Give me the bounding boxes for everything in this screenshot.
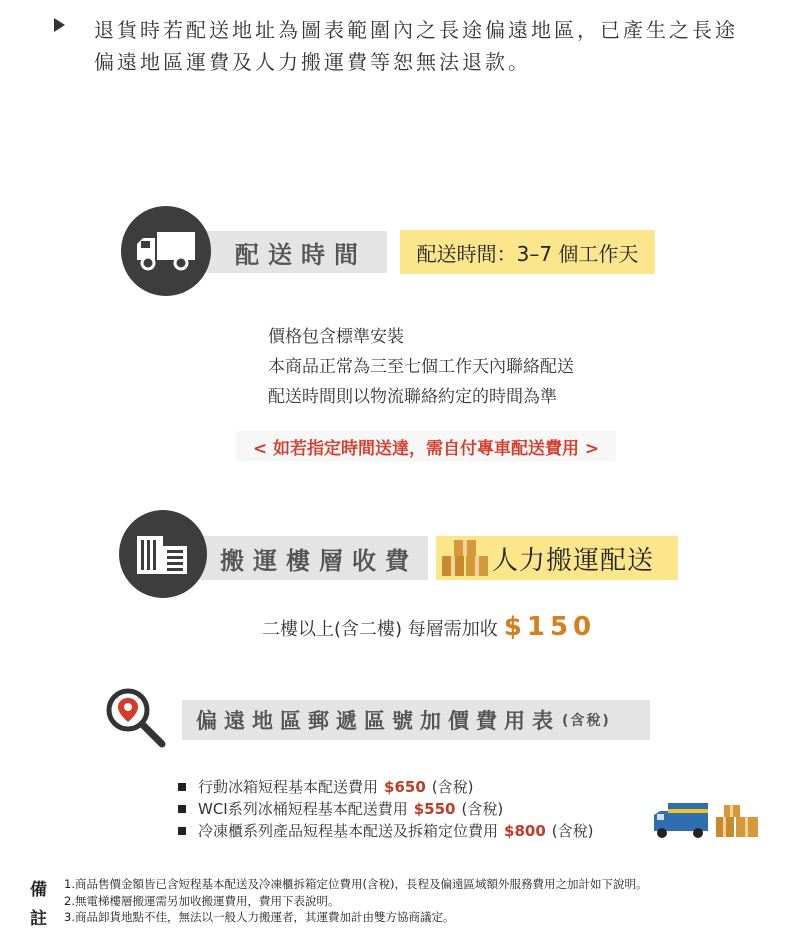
triangle-bullet-icon — [54, 18, 65, 32]
fee-item-text: 冷凍櫃系列產品短程基本配送及拆箱定位費用 — [198, 822, 499, 840]
truck-icon — [121, 206, 211, 296]
fee-item-tax: (含稅) — [431, 778, 474, 796]
manual-delivery-text: 人力搬運配送 — [492, 545, 655, 576]
remarks-label: 備註 — [30, 880, 47, 929]
intro-notice — [54, 14, 754, 78]
floor-fee-text: 二樓以上(含二樓) 每層需加收 — [262, 619, 498, 640]
location-search-icon — [102, 686, 168, 748]
building-icon — [119, 510, 207, 598]
floor-fee-title-bar — [190, 536, 428, 580]
list-item — [178, 798, 593, 820]
square-bullet-icon — [178, 783, 186, 791]
fee-item-tax: (含稅) — [551, 822, 594, 840]
delivery-title-bar — [195, 231, 387, 273]
delivery-title: 配送時間 — [235, 240, 367, 269]
fee-item-text: WCI系列冰桶短程基本配送費用 — [198, 800, 408, 818]
square-bullet-icon — [178, 805, 186, 813]
remark-line: 2.無電梯樓層搬運需另加收搬運費用，費用下表說明。 — [64, 893, 340, 908]
remark-line: 3.商品卸貨地點不佳，無法以一般人力搬運者，其運費加計由雙方協商議定。 — [64, 910, 455, 924]
fee-item-amount: $550 — [413, 800, 456, 818]
delivery-line: 本商品正常為三至七個工作天內聯絡配送 — [268, 357, 574, 377]
delivery-truck-boxes-icon — [652, 801, 762, 841]
delivery-time-badge-text: 配送時間：3–7 個工作天 — [416, 241, 639, 266]
boxes-icon — [440, 538, 492, 578]
list-item — [178, 776, 593, 798]
remote-fee-list — [178, 776, 593, 842]
remarks-list — [64, 876, 647, 926]
delivery-details — [268, 322, 574, 412]
list-item — [178, 820, 593, 842]
fee-item-amount: $800 — [504, 822, 546, 840]
remote-fee-title-tax: (含稅) — [562, 713, 611, 729]
remark-line: 1.商品售價金額皆已含短程基本配送及冷凍櫃拆箱定位費用(含稅)，長程及偏遠區域額外服務費用之加計如下說明。 — [64, 877, 648, 891]
delivery-note: < 如若指定時間送達，需自付專車配送費用 > — [236, 431, 616, 461]
remote-fee-title: 偏遠地區郵遞區號加價費用表 — [196, 709, 560, 733]
delivery-time-badge — [400, 230, 655, 274]
floor-fee-line — [262, 612, 596, 642]
intro-text: 退貨時若配送地址為圖表範圍內之長途偏遠地區，已產生之長途偏遠地區運費及人力搬運費等恕無法退款。 — [94, 18, 738, 74]
delivery-line: 配送時間則以物流聯絡約定的時間為準 — [268, 387, 557, 407]
fee-item-amount: $650 — [384, 778, 426, 796]
fee-item-tax: (含稅) — [461, 800, 504, 818]
remote-fee-title-bar — [182, 700, 650, 740]
fee-item-text: 行動冰箱短程基本配送費用 — [198, 778, 379, 796]
square-bullet-icon — [178, 827, 186, 835]
floor-fee-price: $150 — [503, 612, 597, 642]
delivery-line: 價格包含標準安裝 — [268, 327, 404, 347]
floor-fee-title: 搬運樓層收費 — [220, 546, 418, 575]
